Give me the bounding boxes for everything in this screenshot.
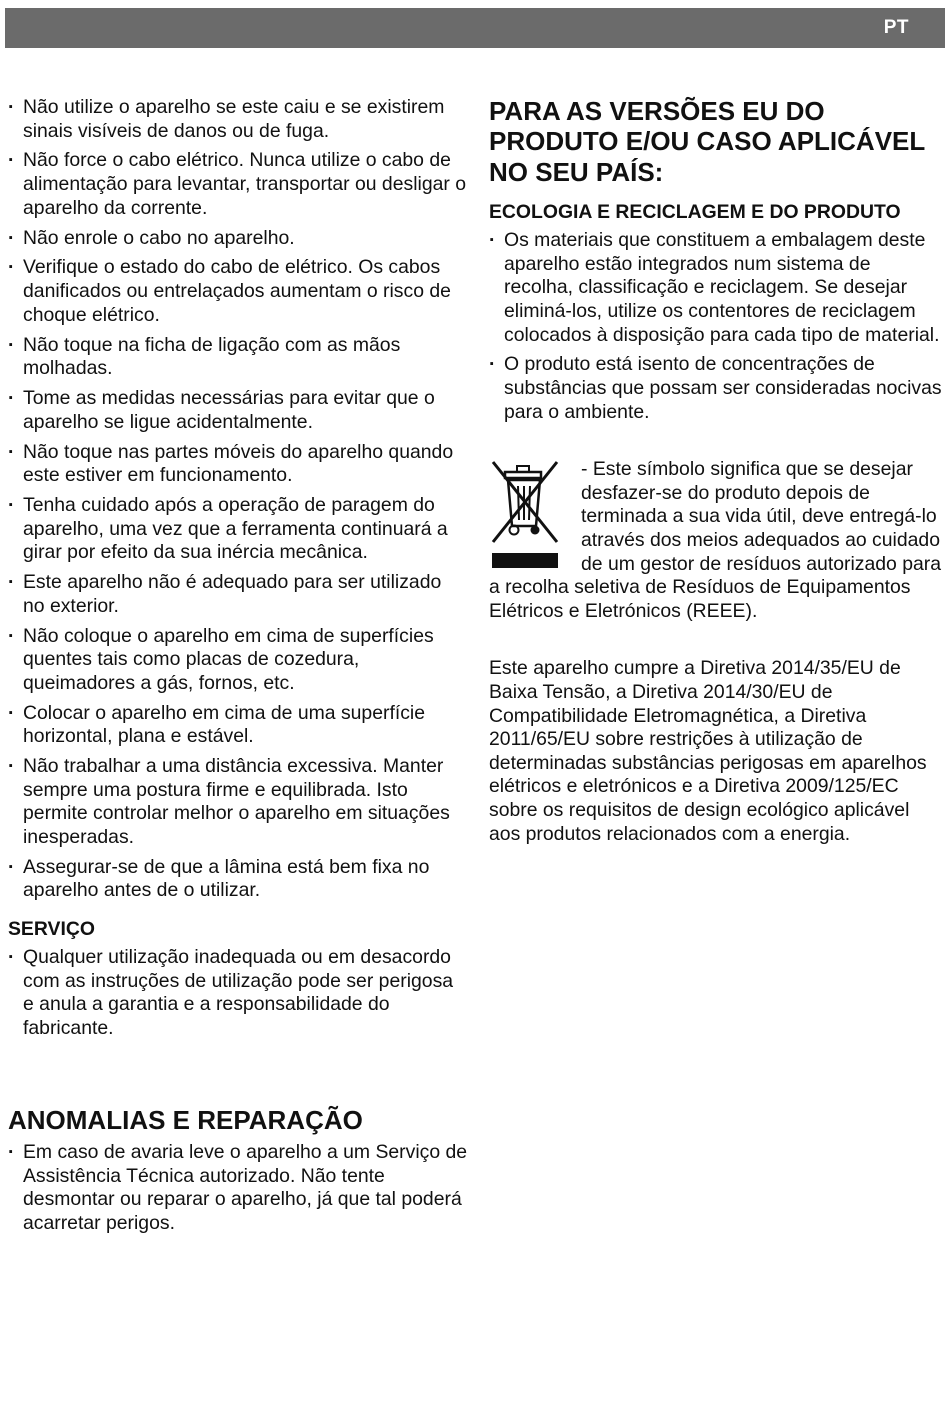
right-column	[489, 96, 944, 866]
service-heading: SERVIÇO	[8, 917, 95, 940]
ecology-heading: ECOLOGIA E RECICLAGEM E DO PRODUTO	[489, 201, 901, 224]
language-label: PT	[883, 17, 909, 38]
list-item: · Assegurar-se de que a lâmina está bem fixa no aparelho antes de o utilizar.	[8, 856, 468, 903]
header-bar	[5, 8, 945, 48]
ecology-list	[489, 229, 944, 424]
anomalias-list	[8, 1141, 468, 1235]
list-item: · Não force o cabo elétrico. Nunca utilize o cabo de alimentação para levantar, transportar ou desligar o aparelho da corrente.	[8, 149, 468, 220]
weee-block	[489, 458, 944, 623]
anomalias-section	[8, 1105, 468, 1242]
list-item: · Tome as medidas necessárias para evitar que o aparelho se ligue acidentalmente.	[8, 387, 468, 434]
list-item: · Não toque nas partes móveis do aparelho quando este estiver em funcionamento.	[8, 441, 468, 488]
left-column	[8, 96, 468, 1047]
anomalias-heading: ANOMALIAS E REPARAÇÃO	[8, 1105, 363, 1135]
list-item: · Colocar o aparelho em cima de uma superfície horizontal, plana e estável.	[8, 702, 468, 749]
list-item: · Em caso de avaria leve o aparelho a um Serviço de Assistência Técnica autorizado. Não tente desmontar ou reparar o aparelho, já que tal poderá acarretar perigos.	[8, 1141, 468, 1235]
list-item: · O produto está isento de concentrações de substâncias que possam ser consideradas nocivas para o ambiente.	[489, 353, 944, 424]
list-item: · Não coloque o aparelho em cima de superfícies quentes tais como placas de cozedura, queimadores a gás, fornos, etc.	[8, 625, 468, 696]
list-item: · Os materiais que constituem a embalagem deste aparelho estão integrados num sistema de recolha, classificação e reciclagem. Se desejar eliminá-los, utilize os contentores de reciclagem colocados à disposição para cada tipo de material.	[489, 229, 944, 347]
eu-versions-title: PARA AS VERSÕES EU DO PRODUTO E/OU CASO APLICÁVEL NO SEU PAÍS:	[489, 96, 925, 187]
list-item: · Qualquer utilização inadequada ou em desacordo com as instruções de utilização pode ser perigosa e anula a garantia e a responsabilidade do fabricante.	[8, 946, 468, 1040]
safety-list	[8, 96, 468, 903]
list-item: · Não toque na ficha de ligação com as mãos molhadas.	[8, 334, 468, 381]
list-item: · Verifique o estado do cabo de elétrico. Os cabos danificados ou entrelaçados aumentam o risco de choque elétrico.	[8, 256, 468, 327]
list-item: · Não enrole o cabo no aparelho.	[8, 227, 468, 251]
service-list	[8, 946, 468, 1040]
list-item: · Não utilize o aparelho se este caiu e se existirem sinais visíveis de danos ou de fuga.	[8, 96, 468, 143]
list-item: · Este aparelho não é adequado para ser utilizado no exterior.	[8, 571, 468, 618]
list-item: · Não trabalhar a uma distância excessiva. Manter sempre uma postura firme e equilibrada. Isto permite controlar melhor o aparelho em situações inesperadas.	[8, 755, 468, 849]
weee-text: - Este símbolo significa que se desejar desfazer-se do produto depois de terminada a sua vida útil, deve entregá-lo através dos meios adequados ao cuidado de um gestor de resíduos autorizado para a recolha seletiva de Resíduos de Equipamentos Elétricos e Eletrónicos (REEE).	[489, 458, 942, 622]
directive-text: Este aparelho cumpre a Diretiva 2014/35/EU de Baixa Tensão, a Diretiva 2014/30/EU de Compatibilidade Eletromagnética, a Diretiva 2011/65/EU sobre restrições à utilização de determinadas substâncias perigosas em aparelhos elétricos e eletrónicos e a Diretiva 2009/125/EC sobre os requisitos de design ecológico aplicável aos produtos relacionados com a energia.	[489, 657, 927, 845]
crossed-out-wheelie-bin-icon	[489, 458, 561, 573]
list-item: · Tenha cuidado após a operação de paragem do aparelho, uma vez que a ferramenta continuará a girar por efeito da sua inércia mecânica.	[8, 494, 468, 565]
